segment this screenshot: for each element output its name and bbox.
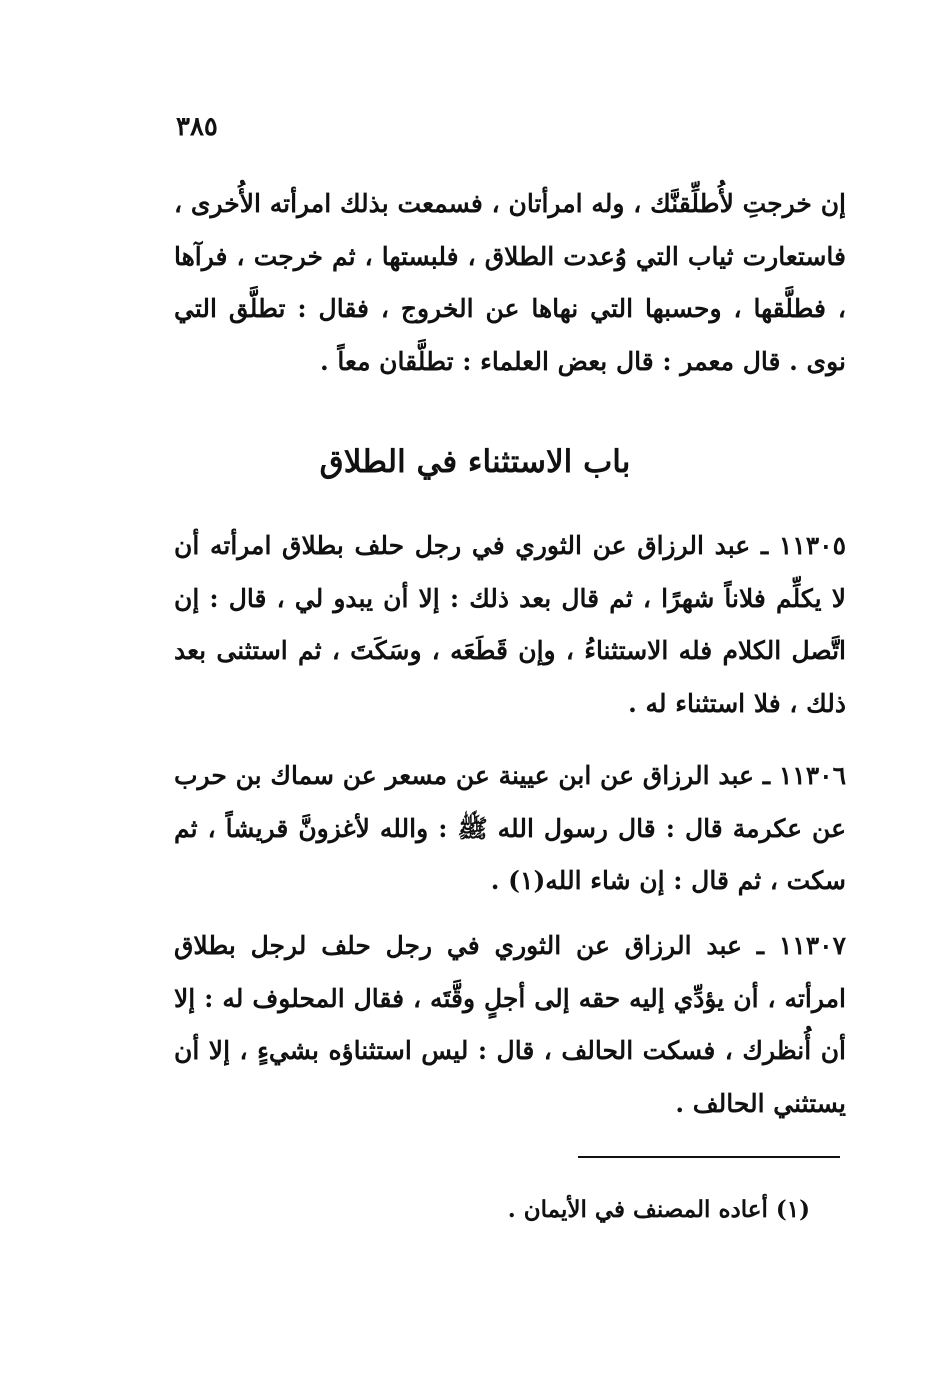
hadith-entry-11307: ١١٣٠٧ ـ عبد الرزاق عن الثوري في رجل حلف لرجل بطلاق امرأته ، أن يؤدِّي إليه حقه إلى أجلٍ وقَّتَه ، فقال المحلوف له : إلا أن أُنظرك ، فسكت الحالف ، قال : ليس استثناؤه بشيءٍ ، إلا أن يستثني الحالف . (174, 931, 846, 1118)
intro-paragraph: إن خرجتِ لأُطلِّقنَّك ، وله امرأتان ، فسمعت بذلك امرأته الأُخرى ، فاستعارت ثياب التي وُعدت الطلاق ، فلبستها ، ثم خرجت ، فرآها ، فطلَّقها ، وحسبها التي نهاها عن الخروج ، فقال : تطلَّق التي نوى . قال معمر : قال بعض العلماء : تطلَّقان معاً . (174, 189, 846, 376)
section-heading: باب الاستثناء في الطلاق (319, 444, 631, 480)
hadith-entry-11305: ١١٣٠٥ ـ عبد الرزاق عن الثوري في رجل حلف بطلاق امرأته أن لا يكلِّم فلاناً شهرًا ، ثم قال بعد ذلك : إلا أن يبدو لي ، قال : إن اتَّصل الكلام فله الاستثناءُ ، وإن قَطَعَه ، وسَكَتَ ، ثم استثنى بعد ذلك ، فلا استثناء له . (174, 531, 846, 718)
footnote-divider (578, 1156, 840, 1158)
hadith-entry-11306: ١١٣٠٦ ـ عبد الرزاق عن ابن عيينة عن مسعر عن سماك بن حرب عن عكرمة قال : قال رسول الله ﷺ : والله لأغزونَّ قريشاً ، ثم سكت ، ثم قال : إن شاء الله(١) . (174, 761, 846, 895)
page-number: ٣٨٥ (176, 112, 218, 142)
footnote: (١) أعاده المصنف في الأيمان . (507, 1196, 810, 1223)
